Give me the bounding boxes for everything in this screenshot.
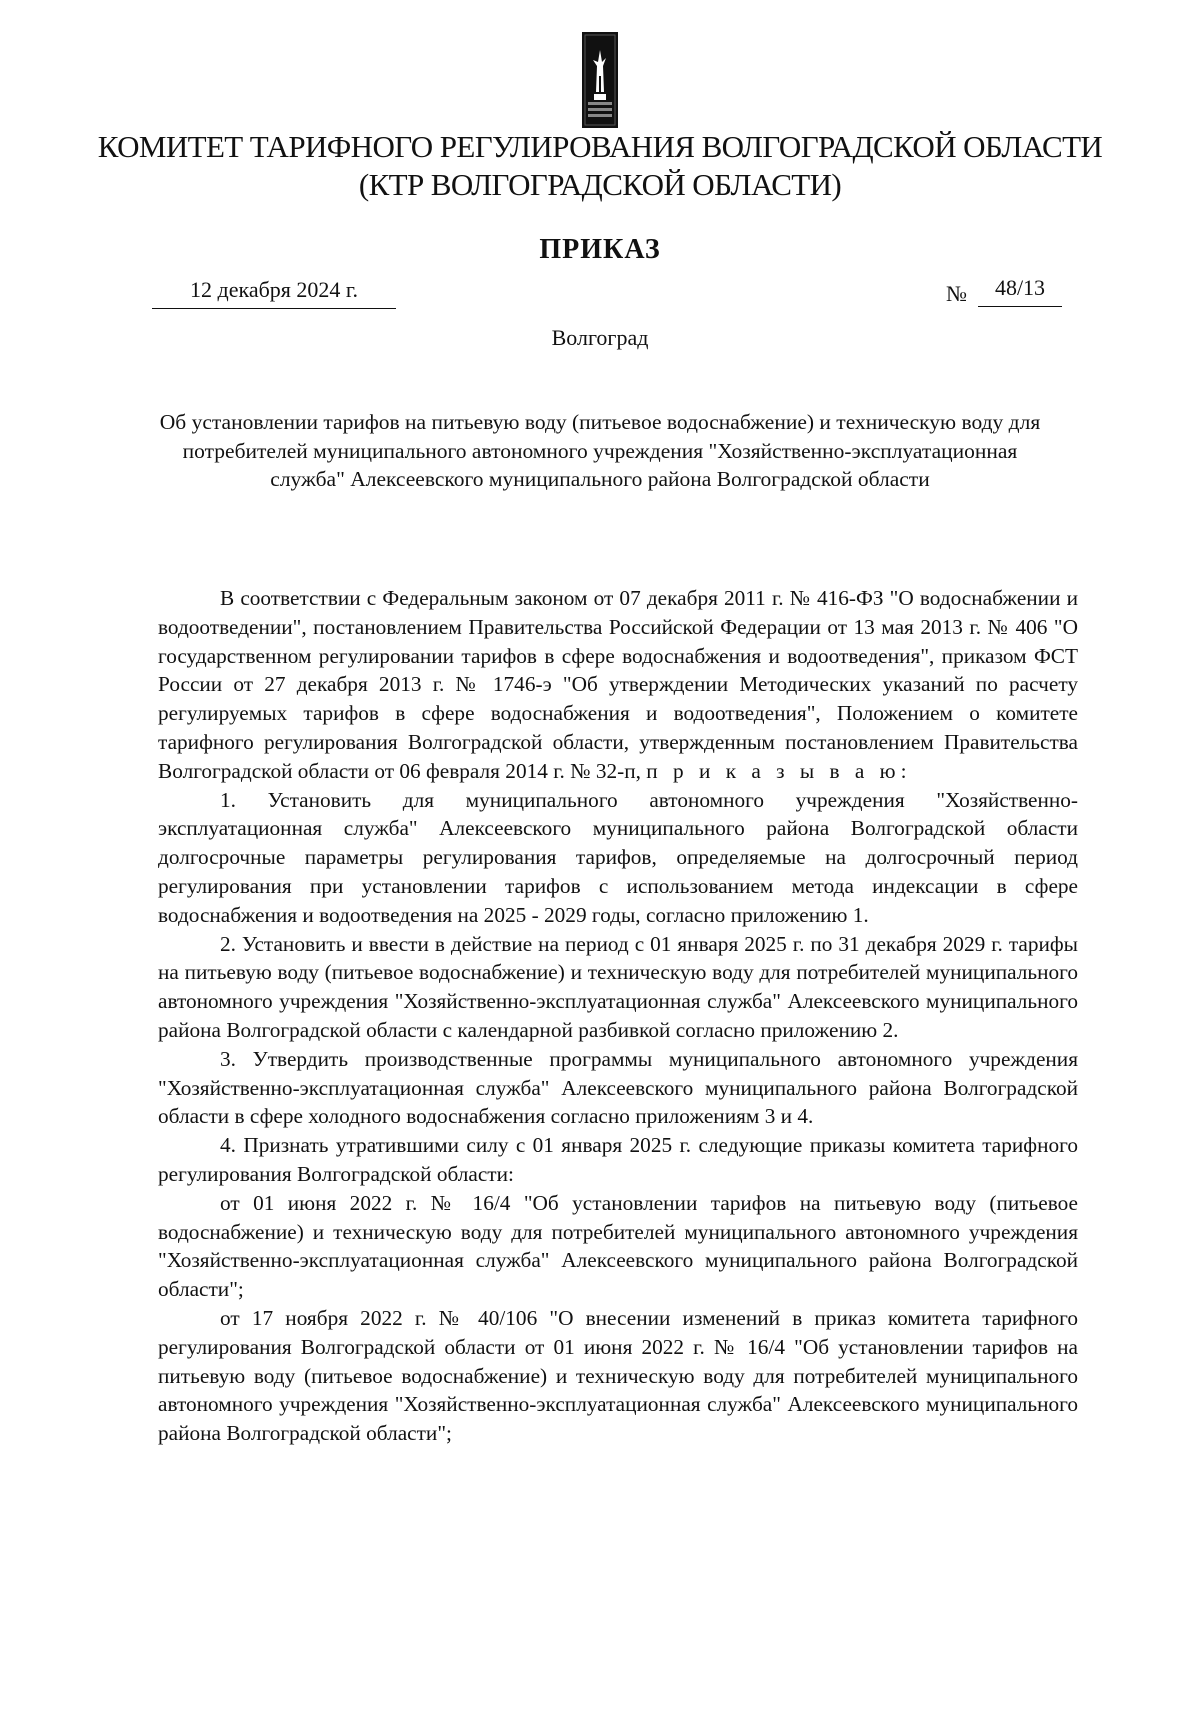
preamble-paragraph [158,584,1078,786]
order-subject: Об установлении тарифов на питьевую воду (питьевое водоснабжение) и техническую воду для потребителей муниципального автономного учреждения "Хозяйственно-эксплуатационная служба" Алексеевского муниципального района Волгоградской области [159,410,1041,491]
order-number-label: № [946,281,967,306]
preamble-verb: п р и к а з ы в а ю: [646,758,912,783]
order-item-1: 1. Установить для муниципального автономного учреждения "Хозяйственно-эксплуатационная служба" Алексеевского муниципального района Волгоградской области долгосрочные параметры регулирования тарифов, определяемые на долгосрочный период регулирования при установлении тарифов с использованием метода индексации в сфере водоснабжения и водоотведения на 2025 - 2029 годы, согласно приложению 1. [158,787,1078,927]
order-item-2: 2. Установить и ввести в действие на период с 01 января 2025 г. по 31 декабря 2029 г. тарифы на питьевую воду (питьевое водоснабжение) и техническую воду для потребителей муниципального автономного учреждения "Хозяйственно-эксплуатационная служба" Алексеевского муниципального района Волгоградской области с календарной разбивкой согласно приложению 2. [158,931,1078,1042]
order-body [158,584,1078,1448]
order-city: Волгоград [551,325,649,350]
repealed-order-1: от 01 июня 2022 г. № 16/4 "Об установлении тарифов на питьевую воду (питьевое водоснабжение) и техническую воду для потребителей муниципального автономного учреждения "Хозяйственно-эксплуатационная служба" Алексеевского муниципального района Волгоградской области"; [158,1190,1078,1302]
repealed-order-2: от 17 ноября 2022 г. № 40/106 "О внесении изменений в приказ комитета тарифного регулирования Волгоградской области от 01 июня 2022 г. № 16/4 "Об установлении тарифов на питьевую воду (питьевое водоснабжение) и техническую воду для потребителей муниципального автономного учреждения "Хозяйственно-эксплуатационная служба" Алексеевского муниципального района Волгоградской области"; [158,1305,1078,1446]
order-item-4: 4. Признать утратившими силу с 01 января 2025 г. следующие приказы комитета тарифного регулирования Волгоградской области: [158,1133,1078,1186]
order-title: ПРИКАЗ [539,234,661,265]
order-date: 12 декабря 2024 г. [152,276,396,309]
org-name-line2: (КТР ВОЛГОГРАДСКОЙ ОБЛАСТИ) [358,167,842,202]
org-name-line1: КОМИТЕТ ТАРИФНОГО РЕГУЛИРОВАНИЯ ВОЛГОГРАДСКОЙ ОБЛАСТИ [97,129,1103,164]
volgograd-coat-of-arms-icon [582,32,618,128]
order-number: 48/13 [978,274,1062,307]
order-item-3: 3. Утвердить производственные программы муниципального автономного учреждения "Хозяйственно-эксплуатационная служба" Алексеевского муниципального района Волгоградской области в сфере холодного водоснабжения согласно приложениям 3 и 4. [158,1046,1078,1129]
preamble-text: В соответствии с Федеральным законом от 07 декабря 2011 г. № 416-ФЗ "О водоснабжении и водоотведении", постановлением Правительства Российской Федерации от 13 мая 2013 г. № 406 "О государственном регулировании тарифов в сфере водоснабжения и водоотведения", приказом ФСТ России от 27 декабря 2013 г. № 1746-э "Об утверждении Методических указаний по расчету регулируемых тарифов в сфере водоснабжения и водоотведения", Положением о комитете тарифного регулирования Волгоградской области, утвержденным постановлением Правительства Волгоградской области от 06 февраля 2014 г. № 32-п, [158,586,1078,783]
